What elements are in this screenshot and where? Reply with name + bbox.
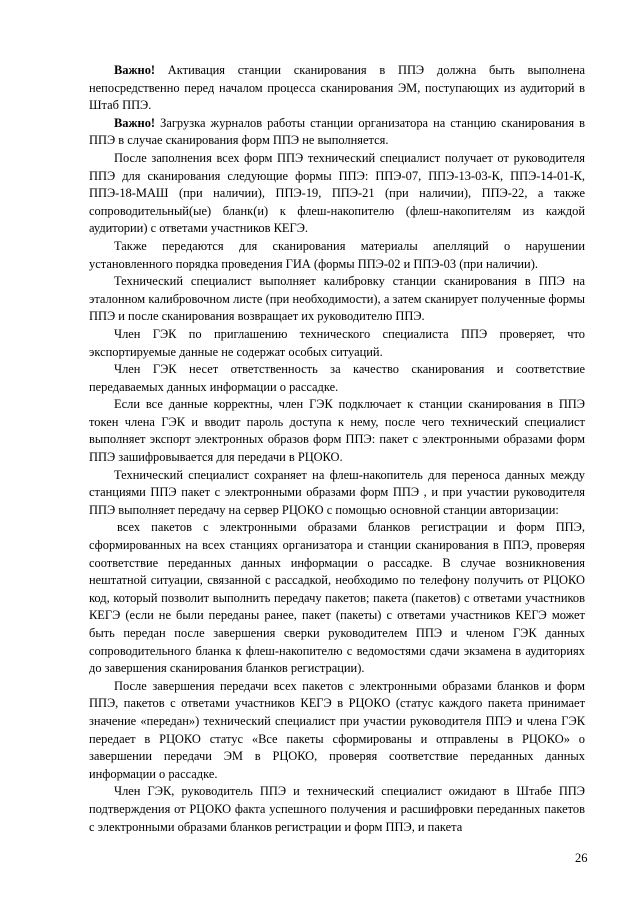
paragraph-gek-responsibility: Член ГЭК несет ответственность за качество сканирования и соответствие передаваемых данных информации о рассадке. bbox=[89, 362, 585, 394]
paragraph-transfer: Технический специалист сохраняет на флеш-накопитель для переноса данных между станциями ППЭ пакет с электронными образами форм ППЭ , и при участии руководителя ППЭ выполняет передачу на сервер РЦОКО с помощью основной станции авторизации: bbox=[89, 467, 585, 517]
paragraph-forms-list: После заполнения всех форм ППЭ технический специалист получает от руководителя ППЭ для сканирования следующие формы ППЭ: ППЭ-07, ППЭ-13-03-К, ППЭ-14-01-К, ППЭ-18-МАШ (при наличии), ППЭ-19, ППЭ-21 (при наличии), ППЭ-22, а также сопроводительный(ые) бланк(и) к флеш-накопителю (флеш-накопителям из каждой аудитории) с ответами участников КЕГЭ. bbox=[89, 150, 585, 236]
important-label: Важно! bbox=[114, 63, 156, 77]
page-number: 26 bbox=[575, 851, 588, 865]
paragraph-token-export: Если все данные корректны, член ГЭК подключает к станции сканирования в ППЭ токен члена ГЭК и вводит пароль доступа к нему, после чего технический специалист выполняет экспорт электронных образов форм ППЭ: пакет с электронными образами форм ППЭ зашифровывается для передачи в РЦОКО. bbox=[89, 397, 585, 465]
paragraph-appeals: Также передаются для сканирования материалы апелляций о нарушении установленного порядка проведения ГИА (формы ППЭ-02 и ППЭ-03 (при наличии). bbox=[89, 238, 585, 271]
paragraph-important-journals bbox=[89, 115, 585, 150]
paragraph-text: Активация станции сканирования в ППЭ должна быть выполнена непосредственно перед началом процесса сканирования ЭМ, поступающих из аудиторий в Штаб ППЭ. bbox=[89, 63, 585, 113]
important-label: Важно! bbox=[114, 115, 156, 130]
paragraph-important-activation bbox=[89, 62, 585, 115]
paragraph-confirmation: Член ГЭК, руководитель ППЭ и технический специалист ожидают в Штабе ППЭ подтверждения от РЦОКО факта успешного получения и расшифровки переданных пакетов с электронными образами бланков регистрации и форм ППЭ, и пакета bbox=[89, 784, 585, 834]
paragraph-text: Загрузка журналов работы станции организатора на станцию сканирования в ППЭ в случае сканирования форм ППЭ не выполняется. bbox=[89, 115, 585, 148]
document-body bbox=[89, 62, 585, 836]
paragraph-calibration: Технический специалист выполняет калибровку станции сканирования в ППЭ на эталонном калибровочном листе (при необходимости), а затем сканирует полученные формы ППЭ и после сканирования возвращает их руководителю ППЭ. bbox=[89, 274, 585, 324]
paragraph-status: После завершения передачи всех пакетов с электронными образами бланков и форм ППЭ, пакетов с ответами участников КЕГЭ в РЦОКО (статус каждого пакета принимает значение «передан») технический специалист при участии руководителя ППЭ и члена ГЭК передает в РЦОКО статус «Все пакеты сформированы и отправлены в РЦОКО» о завершении передачи ЭМ в РЦОКО, проверяя соответствие переданных данных информации о рассадке. bbox=[89, 678, 585, 781]
paragraph-gek-check: Член ГЭК по приглашению технического специалиста ППЭ проверяет, что экспортируемые данные не содержат особых ситуаций. bbox=[89, 326, 585, 359]
paragraph-packages: всех пакетов с электронными образами бланков регистрации и форм ППЭ, сформированных на всех станциях организатора и станции сканирования в ППЭ, проверяя соответствие переданных данных информации о рассадке. В случае возникновения нештатной ситуации, связанной с рассадкой, необходимо по телефону получить от РЦОКО код, который позволит выполнить передачу пакетов; пакета (пакетов) с ответами участников КЕГЭ (если не были переданы ранее, пакет (пакеты) с ответами участников КЕГЭ может быть передан после завершения сверки руководителем ППЭ и членом ГЭК данных сопроводительного бланка к флеш-накопителю с ведомостями сдачи экзамена в аудиториях до завершения сканирования бланков регистрации). bbox=[89, 520, 585, 676]
